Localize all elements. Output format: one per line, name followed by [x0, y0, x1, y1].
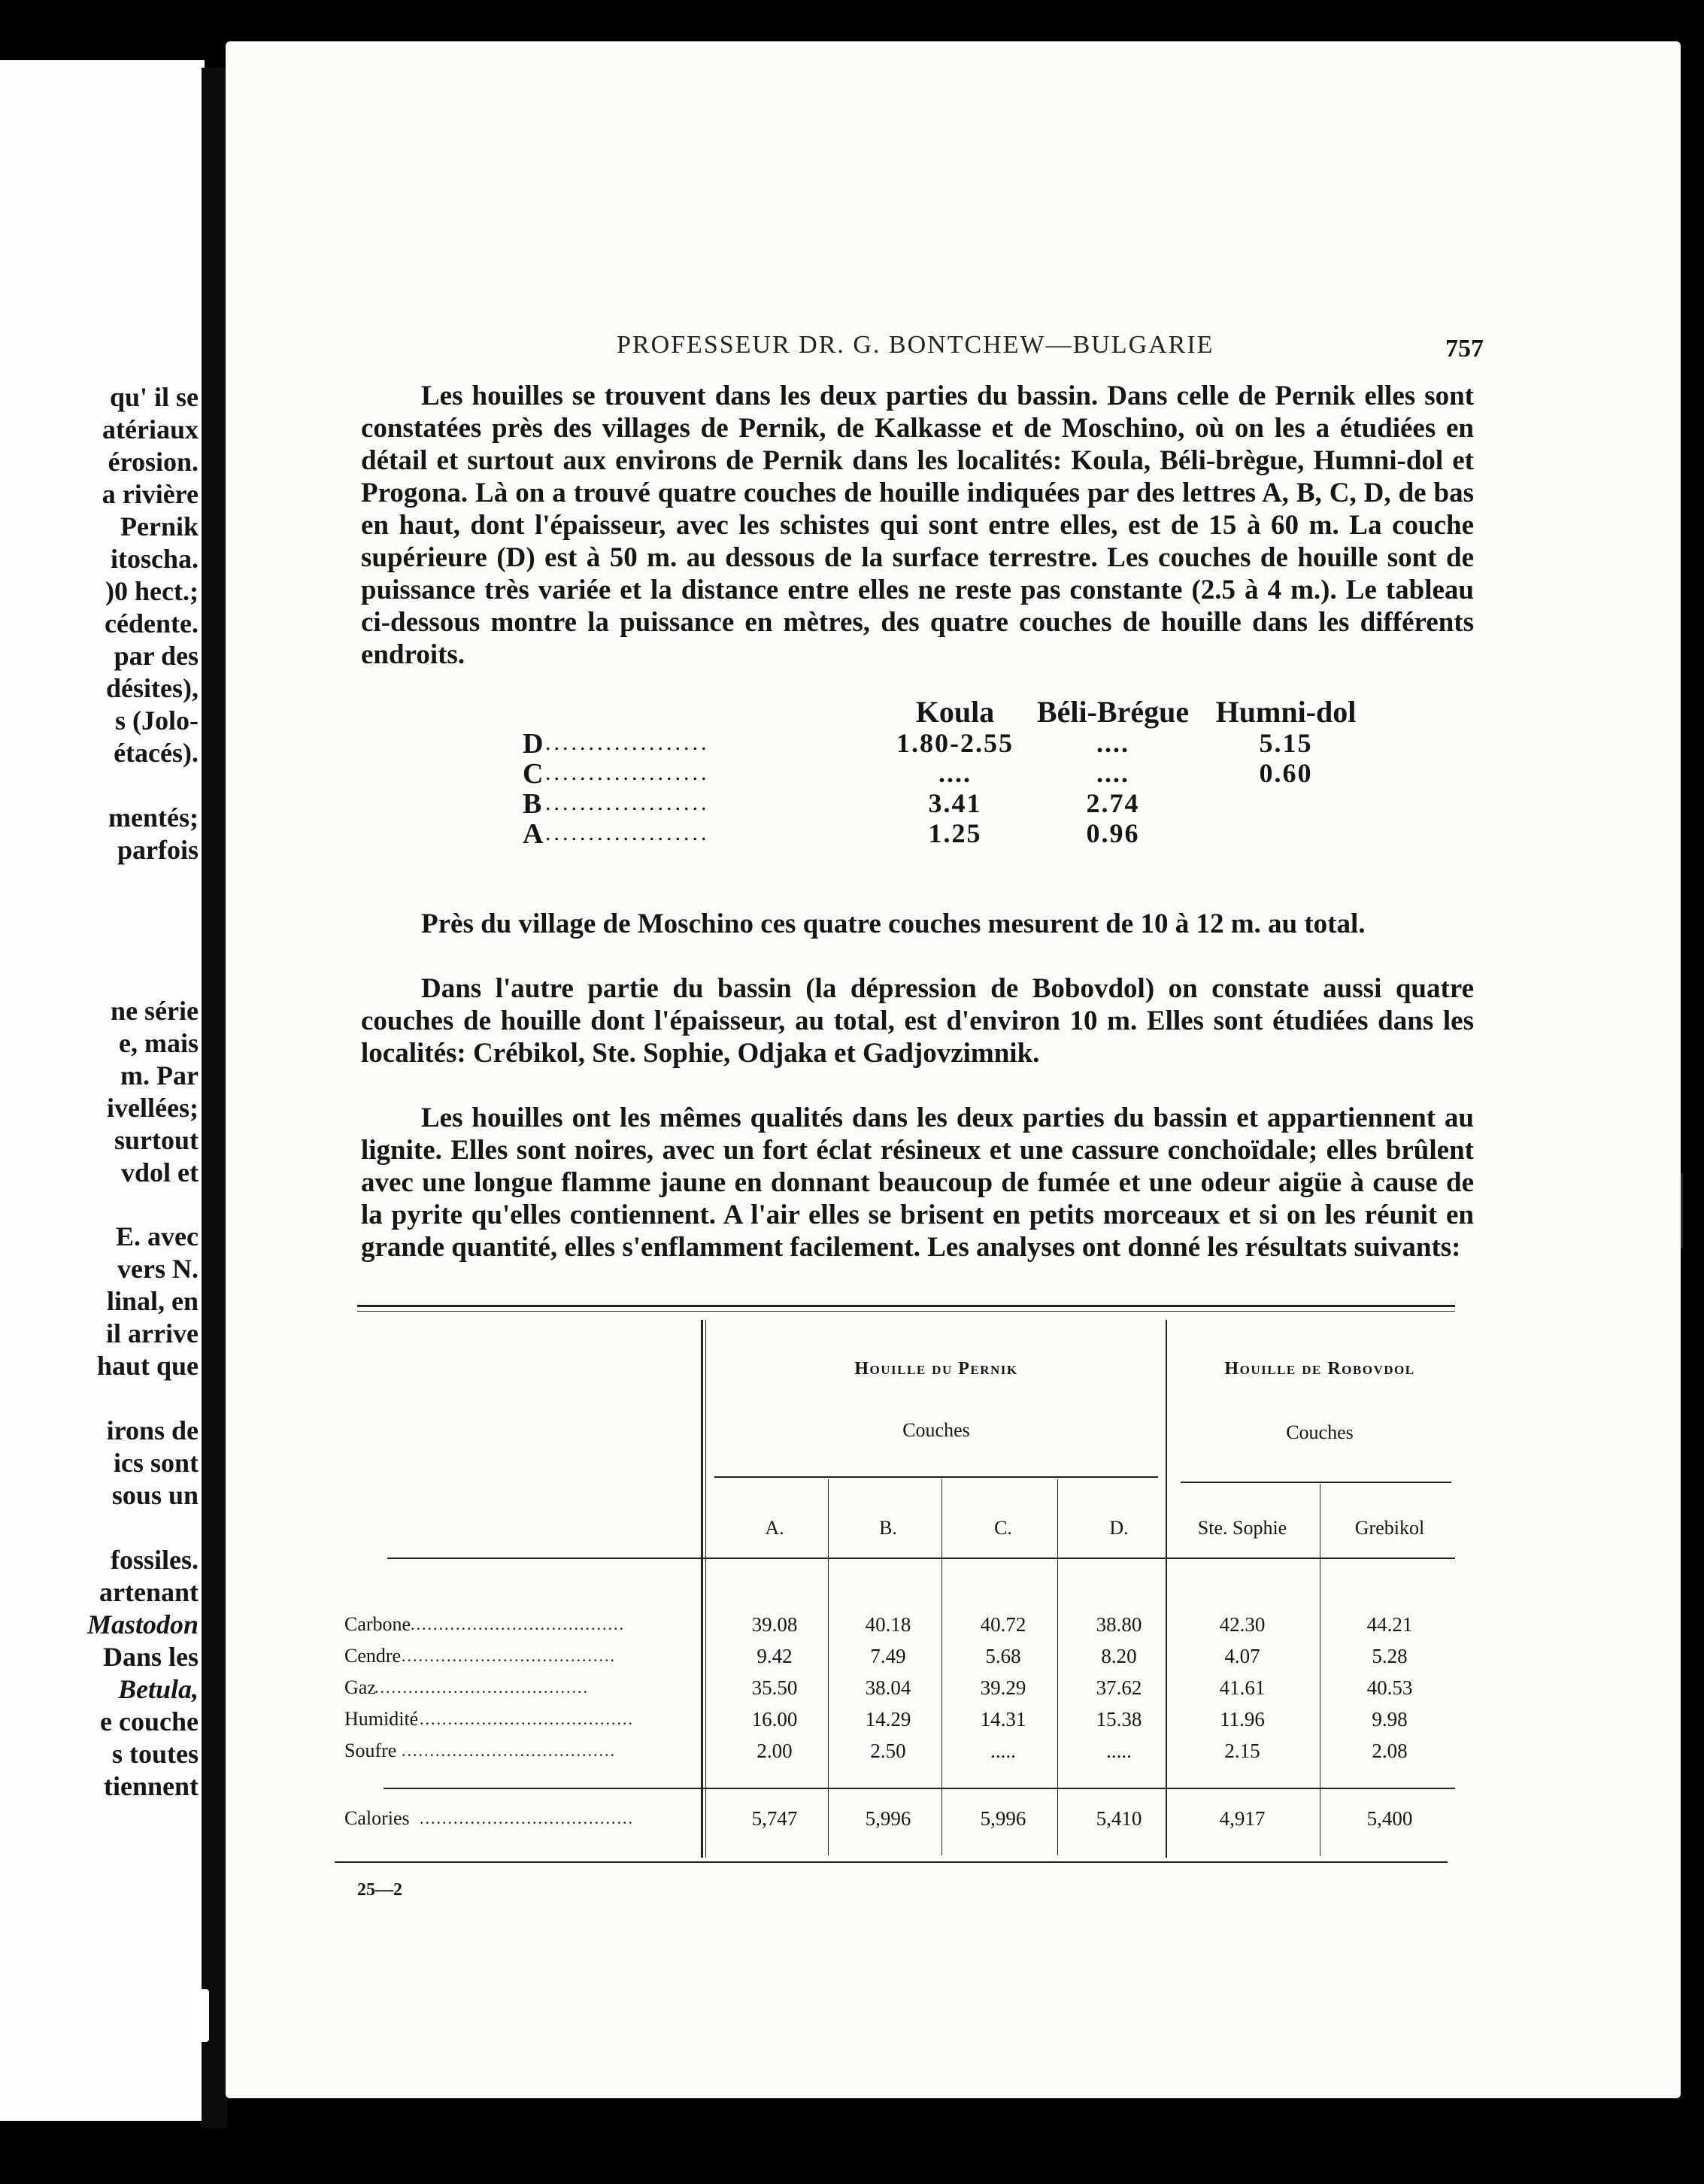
table1-row-label: B — [523, 788, 542, 820]
left-page-line: linal, en — [106, 1286, 199, 1316]
table2-row-cell: 37.62 — [1096, 1676, 1142, 1699]
left-page-line: atériaux — [102, 414, 199, 444]
table2-calories-cell: 5,400 — [1366, 1807, 1413, 1830]
left-page-line: e, mais — [119, 1028, 199, 1058]
table2-group2-rule — [1181, 1482, 1451, 1483]
left-page-line: tiennent — [104, 1771, 199, 1801]
table2-column-header: A. — [765, 1517, 784, 1539]
table2-row-cell: 9.98 — [1372, 1708, 1408, 1731]
left-page-line: E. avec — [116, 1221, 199, 1251]
table2-group2-sublabel: Couches — [1286, 1421, 1354, 1443]
left-page-line: désites), — [106, 673, 199, 703]
table1-row-label: A — [523, 818, 544, 850]
left-page-line: cédente. — [105, 608, 199, 639]
table2-top-rule — [357, 1305, 1455, 1307]
table2-row-cell: 35.50 — [751, 1676, 798, 1699]
paragraph-2-text: Près du village de Moschino ces quatre couches mesurent de 10 à 12 m. au total. — [421, 908, 1366, 939]
table2-row-cell: 14.31 — [980, 1708, 1026, 1731]
table2-row-cell: 15.38 — [1096, 1708, 1142, 1731]
table2-top-rule-thin — [357, 1311, 1455, 1312]
document-page — [226, 41, 1681, 2098]
table1-cell: .... — [1096, 758, 1129, 788]
table2-row-cell: 2.00 — [756, 1740, 793, 1762]
table2-vline-groups — [1166, 1320, 1167, 1858]
paragraph-4-text: Les houilles ont les mêmes qualités dans les deux parties du bassin et appartiennent au lignite. Elles sont noires, avec un fort éclat résineux et une cassure conchoïdale; elles brûlent avec une longue flamme jaune en donnant beaucoup de fumée et une odeur aigüe à cause de la pyrite qu'elles contiennent. A l'air elles se brisent en petits morceaux et si on les réunit en grande quantité, elles s'enflamment facilement. Les analyses ont donné les résultats suivants: — [361, 1103, 1474, 1263]
paragraph-1 — [361, 380, 1474, 671]
table2-row-cell: 8.20 — [1101, 1645, 1137, 1667]
paragraph-4 — [361, 1102, 1474, 1263]
left-page-line: érosion. — [108, 447, 199, 477]
table2-column-header: Grebikol — [1354, 1517, 1425, 1539]
table1-header-koula: Koula — [915, 695, 995, 729]
table2-row-cell: 2.15 — [1224, 1740, 1260, 1762]
left-page-line: vdol et — [121, 1157, 199, 1188]
table2-row-cell: 40.53 — [1366, 1676, 1413, 1699]
table2-row-cell: 39.29 — [980, 1676, 1026, 1699]
running-header: PROFESSEUR DR. G. BONTCHEW—BULGARIE — [617, 331, 1214, 359]
table2-row-cell: 41.61 — [1219, 1676, 1266, 1699]
table2-calories-leader-dots: ...................................... — [420, 1809, 634, 1828]
table2-group1-sublabel: Couches — [902, 1419, 970, 1441]
table2-calories-label: Calories — [344, 1807, 410, 1829]
table1-cell: 5.15 — [1259, 728, 1313, 758]
table2-row-label: Soufre — [344, 1740, 397, 1761]
left-page-line: s (Jolo- — [115, 705, 199, 736]
left-page-line: Betula, — [117, 1674, 199, 1704]
table2-row-cell: 40.18 — [865, 1613, 911, 1636]
table2-row-cell: 44.21 — [1366, 1613, 1413, 1636]
table2-column-header: C. — [994, 1517, 1012, 1539]
table2-row-label: Carbone — [344, 1613, 411, 1635]
table2-row-cell: 38.04 — [865, 1676, 911, 1699]
table2-row-leader-dots: ...................................... — [402, 1646, 616, 1665]
table1-header-humni-dol: Humni-dol — [1215, 695, 1357, 729]
table2-calories-cell: 4,917 — [1219, 1807, 1266, 1830]
signature-mark: 25—2 — [357, 1880, 402, 1900]
table1-leader-dots: ................... — [545, 821, 710, 845]
left-page-line: irons de — [106, 1415, 199, 1445]
table2-row-cell: 4.07 — [1224, 1645, 1260, 1667]
table1-header-beli-bregue: Béli-Brégue — [1036, 695, 1190, 729]
left-page-line: qu' il se — [109, 382, 199, 412]
table2-calories-cell: 5,410 — [1096, 1807, 1142, 1830]
left-page-line: ics sont — [113, 1448, 199, 1478]
left-page-line: haut que — [96, 1351, 199, 1381]
left-page-line: m. Par — [120, 1060, 199, 1090]
table1-cell: 2.74 — [1086, 788, 1140, 818]
table1-leader-dots: ................... — [545, 760, 710, 785]
left-page-line: ivellées; — [107, 1093, 199, 1123]
table2-row-label: Humidité — [344, 1708, 419, 1730]
left-page-line: par des — [114, 641, 199, 671]
left-page-line: Pernik — [120, 511, 199, 541]
left-page-line: sous un — [111, 1480, 199, 1510]
table1-cell: 1.80-2.55 — [896, 728, 1014, 758]
left-page-line: parfois — [117, 835, 199, 865]
table2-row-cell: ..... — [1106, 1740, 1132, 1762]
table2-row-cell: 5.68 — [985, 1645, 1021, 1667]
table1-cell: 3.41 — [928, 788, 982, 818]
table1-leader-dots: ................... — [545, 730, 710, 755]
left-page-line: Mastodon — [86, 1609, 199, 1640]
left-page-line: ne série — [111, 996, 199, 1026]
table1-leader-dots: ................... — [545, 790, 710, 815]
left-page-fragment — [0, 60, 205, 2121]
table2-row-leader-dots: ...................................... — [402, 1741, 616, 1760]
table2-row-cell: 38.80 — [1096, 1613, 1142, 1636]
left-page-line: s toutes — [112, 1739, 199, 1769]
table2-calories-rule — [384, 1788, 1455, 1789]
left-page-line: fossiles. — [111, 1545, 199, 1575]
table2-calories-cell: 5,747 — [751, 1807, 798, 1830]
table2-row-cell: 2.50 — [870, 1740, 906, 1762]
book-binding — [202, 68, 227, 2128]
table2-row-cell: 40.72 — [980, 1613, 1026, 1636]
table2-vline-main — [701, 1320, 703, 1858]
left-page-line: surtout — [114, 1125, 199, 1155]
table2-group2-header: Houille de Robovdol — [1224, 1359, 1415, 1379]
table2-row-cell: ..... — [990, 1740, 1016, 1762]
table1-row-label: C — [523, 758, 544, 790]
table1-row-label: D — [523, 728, 544, 760]
table2-calories-cell: 5,996 — [865, 1807, 911, 1830]
table2-row-leader-dots: ...................................... — [411, 1615, 625, 1633]
table1-cell: 0.60 — [1259, 758, 1313, 788]
page-number: 757 — [1445, 335, 1484, 362]
table2-vline-main-thin — [705, 1320, 706, 1858]
left-page-line: il arrive — [106, 1318, 199, 1348]
left-page-line: )0 hect.; — [105, 576, 199, 606]
table2-row-cell: 9.42 — [756, 1645, 793, 1667]
table2-row-leader-dots: ...................................... — [374, 1678, 589, 1697]
table2-bottom-rule — [335, 1861, 1448, 1863]
table1-cell: 1.25 — [928, 818, 982, 848]
left-page-line: a rivière — [102, 479, 199, 509]
table1-cell: .... — [1096, 728, 1129, 758]
table2-row-leader-dots: ...................................... — [420, 1709, 634, 1728]
table2-row-cell: 16.00 — [751, 1708, 798, 1731]
binding-tab — [190, 1989, 209, 2042]
left-page-line: itoscha. — [111, 544, 199, 574]
table2-row-label: Gaz — [344, 1676, 376, 1698]
paragraph-2 — [361, 908, 1474, 940]
table2-row-cell: 14.29 — [865, 1708, 911, 1731]
left-page-line: artenant — [99, 1577, 199, 1607]
table2-column-header: Ste. Sophie — [1197, 1517, 1287, 1539]
table2-row-cell: 42.30 — [1219, 1613, 1266, 1636]
table2-row-cell: 5.28 — [1372, 1645, 1408, 1667]
left-page-line: vers N. — [117, 1254, 199, 1284]
left-page-line: étacés). — [114, 738, 199, 768]
table1-cell: .... — [938, 758, 972, 788]
paragraph-1-text: Les houilles se trouvent dans les deux parties du bassin. Dans celle de Pernik elles sont constatées près des villages de Pernik, de Kalkasse et de Moschino, où on les a étudiées en détail et surtout aux environs de Pernik dans les localités: Koula, Béli-brègue, Humni-dol et Progona. Là on a trouvé quatre couches de houille indiquées par des lettres A, B, C, D, de bas en haut, dont l'épaisseur, avec les schistes qui sont entre elles, est de 15 à 60 m. La couche supérieure (D) est à 50 m. au dessous de la surface terrestre. Les couches de houille sont de puissance très variée et la distance entre elles ne reste pas constante (2.5 à 4 m.). Le tableau ci-dessous montre la puissance en mètres, des quatre couches de houille dans les différents endroits. — [361, 381, 1474, 670]
table2-row-cell: 11.96 — [1220, 1708, 1265, 1731]
table2-row-cell: 2.08 — [1372, 1740, 1408, 1762]
table2-calories-cell: 5,996 — [980, 1807, 1026, 1830]
paragraph-3-text: Dans l'autre partie du bassin (la dépression de Bobovdol) on constate aussi quatre couches de houille dont l'épaisseur, au total, est d'environ 10 m. Elles sont étudiées dans les localités: Crébikol, Ste. Sophie, Odjaka et Gadjovzimnik. — [361, 973, 1474, 1069]
left-page-line: mentés; — [108, 802, 199, 833]
left-page-line: e couche — [100, 1706, 199, 1737]
table2-header-rule — [387, 1558, 1455, 1559]
left-page-line: Dans les — [102, 1642, 199, 1672]
table1-cell: 0.96 — [1086, 818, 1140, 848]
table2-row-cell: 7.49 — [870, 1645, 906, 1667]
table2-column-header: D. — [1109, 1517, 1129, 1539]
paragraph-3 — [361, 972, 1474, 1069]
table2-row-cell: 39.08 — [751, 1613, 798, 1636]
table2-group1-header: Houille du Pernik — [854, 1359, 1018, 1379]
table2-column-header: B. — [879, 1517, 897, 1539]
table2-group1-rule — [714, 1476, 1158, 1478]
table2-row-label: Cendre — [344, 1645, 402, 1667]
